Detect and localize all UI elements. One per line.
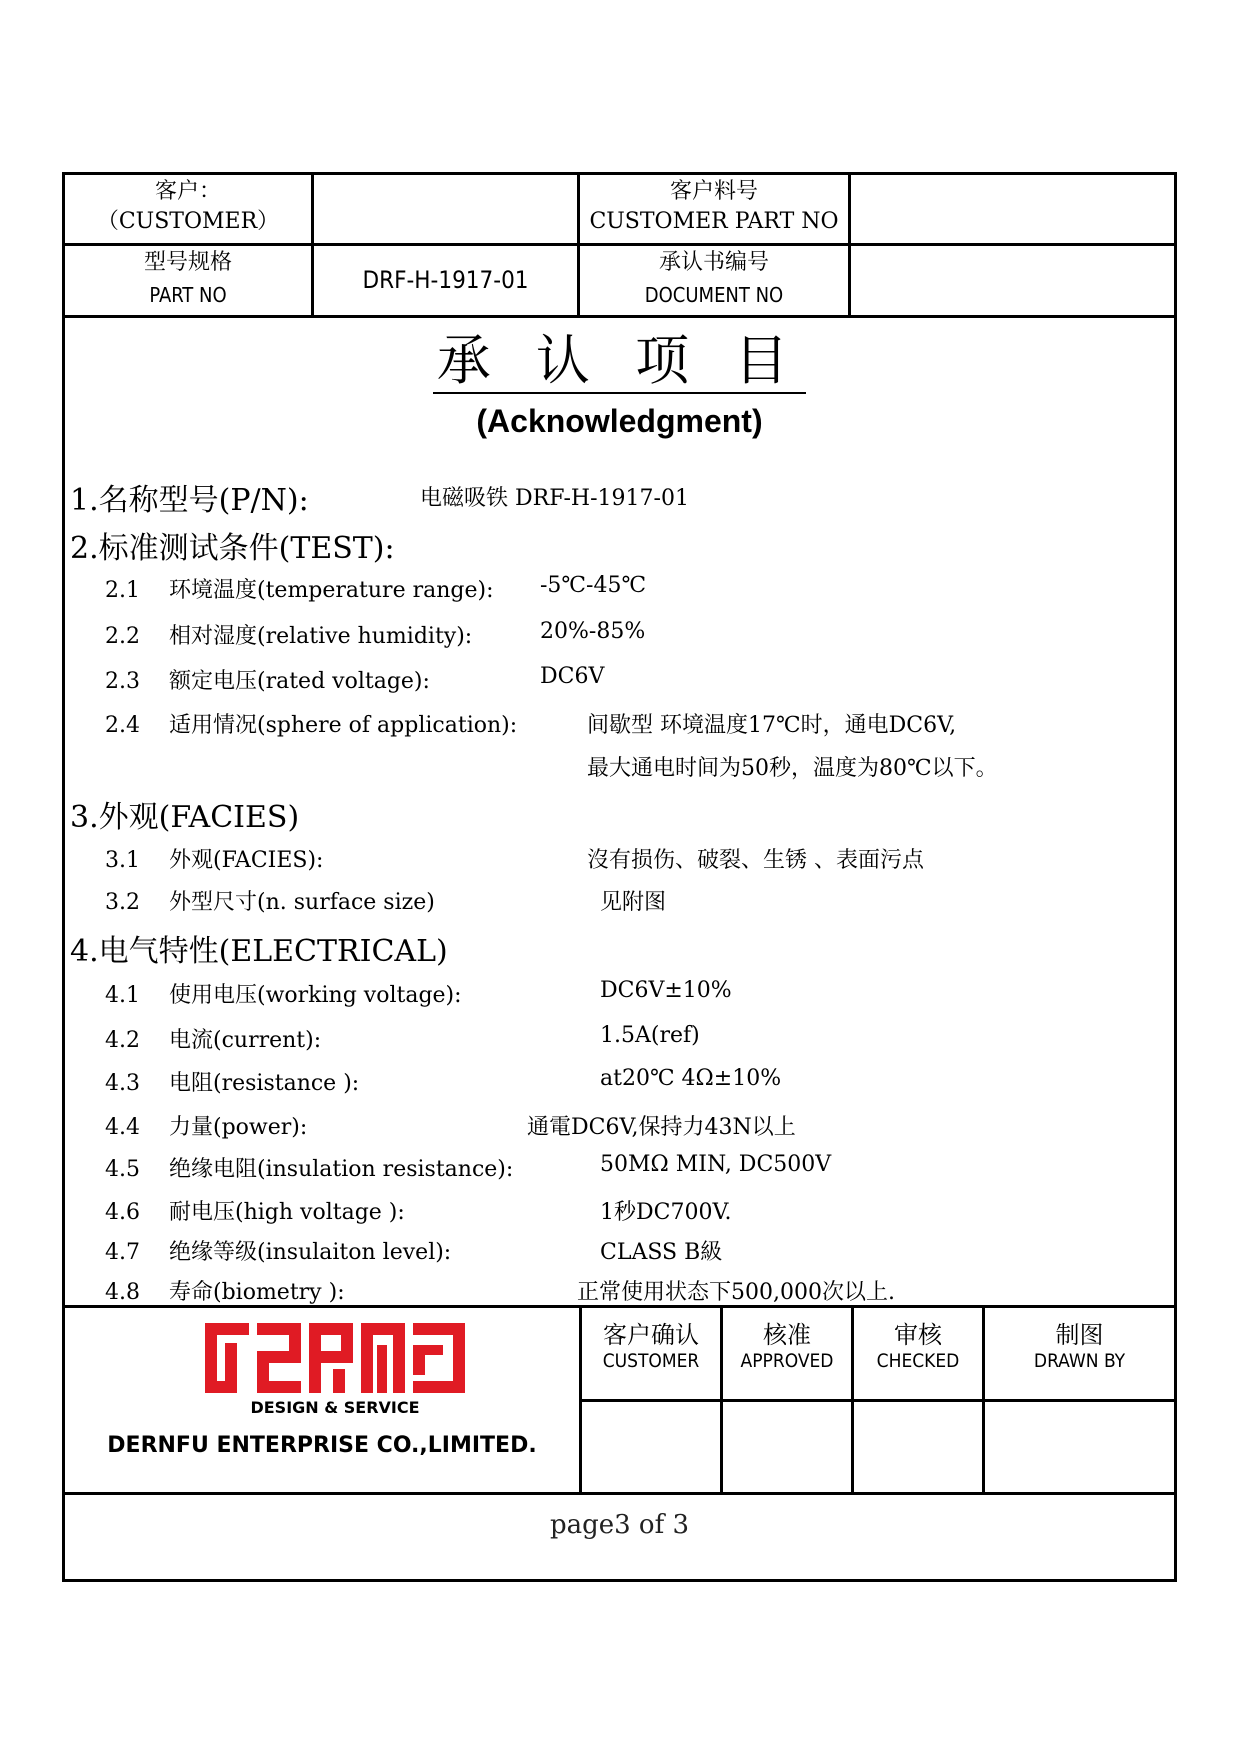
item-4-2: [105, 1023, 321, 1054]
item-number: 4.8: [105, 1280, 140, 1305]
company-logo: [205, 1323, 465, 1419]
item-label: 寿命(biometry ):: [169, 1280, 345, 1305]
item-label: 额定电压(rated voltage):: [169, 669, 430, 694]
item-number: 4.5: [105, 1157, 140, 1182]
customer-part-value-cell: [851, 175, 1174, 243]
item-number: 2.2: [105, 624, 140, 649]
item-number: 4.3: [105, 1071, 140, 1096]
customer-part-label-cn: 客户料号: [669, 179, 758, 204]
item-label: 适用情况(sphere of application):: [169, 713, 518, 738]
page-title-cn: 承 认 项 目: [433, 329, 807, 394]
signoff-customer-header: [582, 1315, 720, 1372]
signoff-customer-en: CUSTOMER: [602, 1350, 700, 1372]
customer-label-cell: [65, 175, 311, 243]
item-2-2: [105, 619, 472, 650]
item-number: 3.2: [105, 890, 140, 915]
item-number: 4.7: [105, 1240, 140, 1265]
item-number: 2.4: [105, 713, 140, 738]
item-2-3: [105, 664, 430, 695]
item-label: 相对湿度(relative humidity):: [169, 624, 473, 649]
item-label: 电阻(resistance ):: [169, 1071, 360, 1096]
item-4-5-value: 50MΩ MIN, DC500V: [600, 1152, 832, 1177]
item-2-4-value: 间歇型 环境温度17℃时，通电DC6V,: [587, 713, 957, 738]
part-value: DRF-H-1917-01: [362, 266, 529, 294]
page-subtitle: (Acknowledgment): [476, 403, 763, 439]
customer-part-label-en: CUSTOMER PART NO: [589, 209, 839, 234]
item-label: 绝缘电阻(insulation resistance):: [169, 1157, 514, 1182]
signoff-approved-header: [723, 1315, 851, 1372]
item-4-4: [105, 1110, 307, 1141]
item-2-1: [105, 573, 493, 604]
item-3-2-value: 见附图: [600, 890, 667, 915]
item-4-4-value: 通電DC6V,保持力43N以上: [527, 1115, 796, 1140]
item-number: 4.2: [105, 1028, 140, 1053]
item-label: 使用电压(working voltage):: [169, 983, 462, 1008]
item-2-3-value: DC6V: [540, 664, 605, 689]
signoff-approved-en: APPROVED: [740, 1350, 834, 1372]
item-4-7: [105, 1235, 451, 1266]
item-number: 3.1: [105, 848, 140, 873]
part-label-cn: 型号规格: [143, 250, 232, 275]
part-label-en: PART NO: [149, 283, 227, 307]
signoff-checked-cn: 审核: [894, 1321, 942, 1349]
signoff-approved-cn: 核准: [763, 1321, 811, 1349]
doc-value-cell: [851, 246, 1174, 315]
item-4-7-value: CLASS B級: [600, 1240, 723, 1265]
item-2-2-value: 20%-85%: [540, 619, 646, 644]
item-label: 外型尺寸(n. surface size): [169, 890, 435, 915]
doc-label-en: DOCUMENT NO: [644, 283, 784, 307]
signoff-checked-en: CHECKED: [876, 1350, 960, 1372]
item-4-8: [105, 1275, 345, 1306]
item-3-1-value: 沒有损伤、破裂、生锈 、表面污点: [587, 848, 924, 873]
section-1-value: 电磁吸铁 DRF-H-1917-01: [420, 486, 689, 511]
item-3-2: [105, 885, 435, 916]
item-4-1-value: DC6V±10%: [600, 978, 732, 1003]
section-3-label: 3.外观(FACIES): [70, 800, 300, 835]
item-number: 2.1: [105, 578, 140, 603]
customer-label-cn: 客户：: [154, 179, 221, 204]
customer-part-label-cell: [580, 175, 848, 243]
customer-value-cell: [314, 175, 577, 243]
part-value-cell: [314, 246, 577, 315]
section-1-label: 1.名称型号(P/N):: [70, 483, 309, 518]
signoff-bottom-line: [65, 1492, 1174, 1495]
item-2-1-value: -5℃-45℃: [540, 573, 647, 598]
doc-label-cell: [580, 246, 848, 315]
item-2-4: [105, 708, 517, 739]
document-frame: [62, 172, 1177, 1582]
section-2-label: 2.标准测试条件(TEST):: [70, 531, 395, 566]
page-number: page3 of 3: [549, 1510, 690, 1540]
item-number: 4.1: [105, 983, 140, 1008]
item-4-2-value: 1.5A(ref): [600, 1023, 700, 1048]
item-label: 耐电压(high voltage ):: [169, 1200, 405, 1225]
customer-label-en: （CUSTOMER）: [96, 209, 280, 234]
item-4-3-value: at20℃ 4Ω±10%: [600, 1066, 782, 1091]
signoff-mid-line: [579, 1399, 1174, 1402]
part-label-cell: [65, 246, 311, 315]
signoff-drawn-header: [985, 1315, 1174, 1372]
section-4-label: 4.电气特性(ELECTRICAL): [70, 934, 448, 969]
item-4-3: [105, 1066, 359, 1097]
item-2-4-value-line2: 最大通电时间为50秒，温度为80℃以下。: [587, 756, 998, 781]
signoff-checked-header: [854, 1315, 982, 1372]
dernfu-logo-mark: [205, 1323, 465, 1415]
item-4-6: [105, 1195, 405, 1226]
page-title: [65, 318, 1174, 395]
item-label: 环境温度(temperature range):: [169, 578, 494, 603]
item-number: 4.4: [105, 1115, 140, 1140]
item-4-1: [105, 978, 462, 1009]
signoff-customer-cn: 客户确认: [603, 1321, 699, 1349]
signoff-top-line: [65, 1305, 1174, 1308]
item-label: 外观(FACIES):: [169, 848, 324, 873]
item-3-1: [105, 843, 323, 874]
item-number: 4.6: [105, 1200, 140, 1225]
item-label: 力量(power):: [169, 1115, 308, 1140]
item-label: 绝缘等级(insulaiton level):: [169, 1240, 452, 1265]
item-4-8-value: 正常使用状态下500,000次以上.: [577, 1280, 895, 1305]
doc-label-cn: 承认书编号: [658, 250, 769, 275]
signoff-drawn-cn: 制图: [1055, 1321, 1104, 1349]
item-4-5: [105, 1152, 513, 1183]
item-label: 电流(current):: [169, 1028, 322, 1053]
company-name: DERNFU ENTERPRISE CO.,LIMITED.: [107, 1433, 537, 1458]
signoff-drawn-en: DRAWN BY: [1033, 1350, 1126, 1372]
item-4-6-value: 1秒DC700V.: [600, 1200, 732, 1225]
logo-tagline: DESIGN & SERVICE: [250, 1398, 420, 1415]
item-number: 2.3: [105, 669, 140, 694]
